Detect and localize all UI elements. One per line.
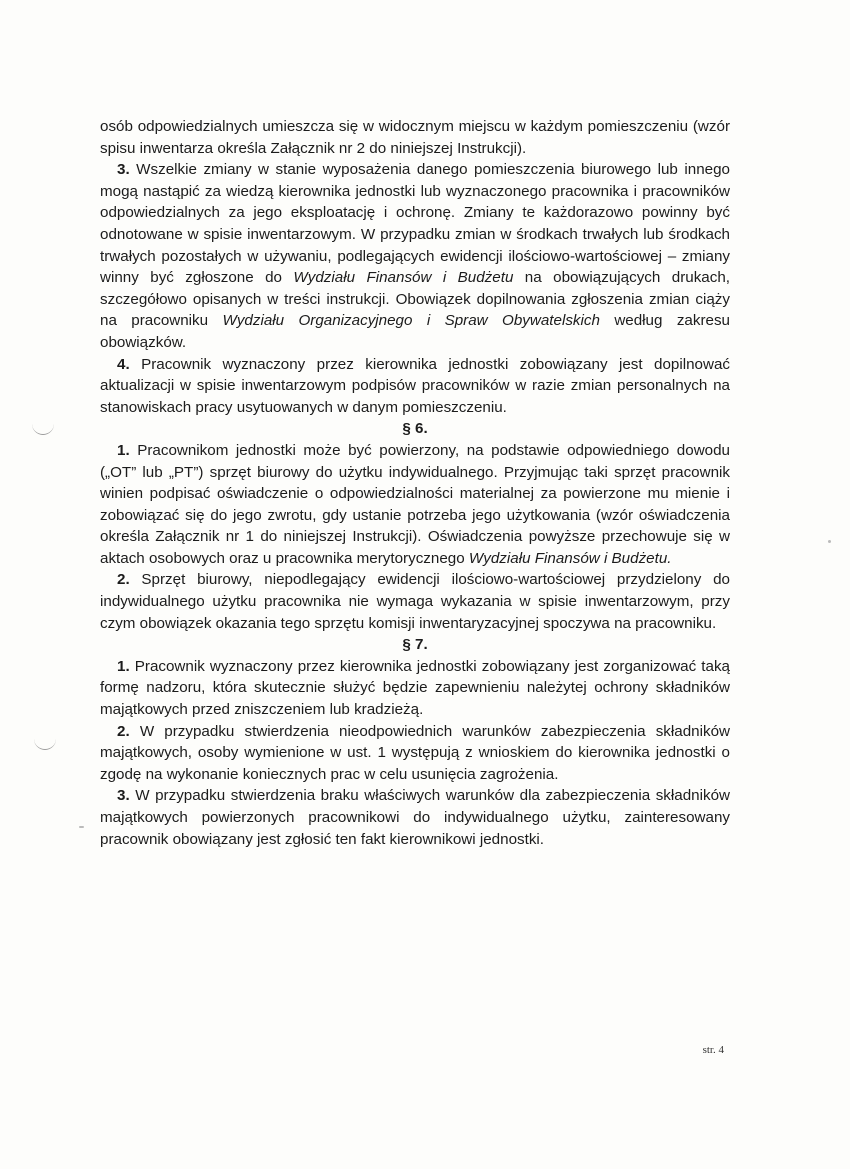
paragraph-number: 2. xyxy=(117,571,130,589)
punch-hole-mark-bottom xyxy=(34,735,56,750)
paragraph-text: W przypadku stwierdzenia nieodpowiednich warunków zabezpieczenia składników majątkowych, osoby wymienione w ust. 1 występują z wnioskiem do kierownika jednostki o zgodę na wykonanie koniecznych prac w celu usunięcia zagrożenia. xyxy=(100,722,730,783)
paragraph-text: Pracownikom jednostki może być powierzony, na podstawie odpowiedniego dowodu („OT” lub „PT”) sprzęt biurowy do użytku indywidualnego. Przyjmując taki sprzęt pracownik winien podpisać oświadczenie o odpowiedzialności materialnej za powierzone mu mienie i zobowiązać się do jego zwrotu, gdy ustanie potrzeba jego użytkowania (wzór oświadczenia określa Załącznik nr 1 do niniejszej Instrukcji). Oświadczenia powyższe przechowuje się w aktach osobowych oraz u pracownika merytorycznego xyxy=(100,441,730,567)
paragraph-text: Pracownik wyznaczony przez kierownika jednostki zobowiązany jest zorganizować taką formę nadzoru, która skutecznie służyć będzie zapewnieniu należytej ochrony składników majątkowych przed zniszczeniem lub kradzieżą. xyxy=(100,657,730,719)
paragraph xyxy=(100,656,730,721)
paragraph-number: 1. xyxy=(117,657,130,675)
paragraph xyxy=(100,721,730,786)
paragraph-text: Pracownik wyznaczony przez kierownika jednostki zobowiązany jest dopilnować aktualizacji w spisie inwentarzowym podpisów pracowników w razie zmian personalnych na stanowiskach pracy usytuowanych w danym pomieszczeniu. xyxy=(100,355,730,416)
paragraph-text: na obowiązujących drukach, szczegółowo opisanych w treści instrukcji. Obowiązek dopilnowania zgłoszenia zmian ciąży na pracowniku xyxy=(100,269,731,330)
italic-text: Wydziału Finansów i Budżetu xyxy=(293,269,514,287)
paragraph xyxy=(100,159,730,353)
paragraph xyxy=(100,354,730,419)
paragraph-number: 2. xyxy=(117,722,130,740)
paragraph-number: 3. xyxy=(117,161,130,179)
scan-speck xyxy=(79,826,84,828)
paragraph-text: W przypadku stwierdzenia braku właściwych warunków dla zabezpieczenia składników majątkowych powierzonych pracownikowi do indywidualnego użytku, zainteresowany pracownik obowiązany jest zgłosić ten fakt kierownikowi jednostki. xyxy=(100,787,730,848)
document-body xyxy=(100,116,730,850)
paragraph-number: 4. xyxy=(117,355,130,373)
paragraph xyxy=(100,440,730,570)
paragraph xyxy=(100,569,730,634)
intro-paragraphs xyxy=(100,116,730,418)
italic-text: Wydziału Organizacyjnego i Spraw Obywatelskich xyxy=(222,312,600,330)
paragraph xyxy=(100,785,730,850)
paragraph-number: 1. xyxy=(117,441,130,459)
paragraph-text: Wszelkie zmiany w stanie wyposażenia danego pomieszczenia biurowego lub innego mogą nastąpić za wiedzą kierownika jednostki lub wyznaczonego pracownika i pracowników odpowiedzialnych za jego eksploatację i ochronę. Zmiany te każdorazowo powinny być odnotowane w spisie inwentarzowym. W przypadku zmian w środkach trwałych lub środkach trwałych pozostałych w używaniu, podlegających ewidencji ilościowo-wartościowej – zmiany winny być zgłoszone do xyxy=(100,161,730,287)
paragraph-number: 3. xyxy=(117,787,130,805)
paragraph xyxy=(100,116,730,159)
section-6-paragraphs xyxy=(100,440,730,634)
italic-text: Wydziału Finansów i Budżetu. xyxy=(468,549,672,567)
scan-speck xyxy=(828,540,831,543)
paragraph-text: Sprzęt biurowy, niepodlegający ewidencji ilościowo-wartościowej przydzielony do indywidualnego użytku pracownika nie wymaga wykazania w spisie inwentarzowym, przy czym obowiązek okazania tego sprzętu komisji inwentaryzacyjnej spoczywa na pracowniku. xyxy=(100,571,730,632)
paragraph-text: według zakresu obowiązków. xyxy=(100,312,731,351)
punch-hole-mark-top xyxy=(32,420,54,435)
paragraph-text: osób odpowiedzialnych umieszcza się w widocznym miejscu w każdym pomieszczeniu (wzór spisu inwentarza określa Załącznik nr 2 do niniejszej Instrukcji). xyxy=(100,118,730,157)
section-7-paragraphs xyxy=(100,656,730,850)
section-7-heading: § 7. xyxy=(402,636,428,654)
section-6-heading: § 6. xyxy=(402,420,428,438)
page-number: str. 4 xyxy=(702,1044,724,1056)
